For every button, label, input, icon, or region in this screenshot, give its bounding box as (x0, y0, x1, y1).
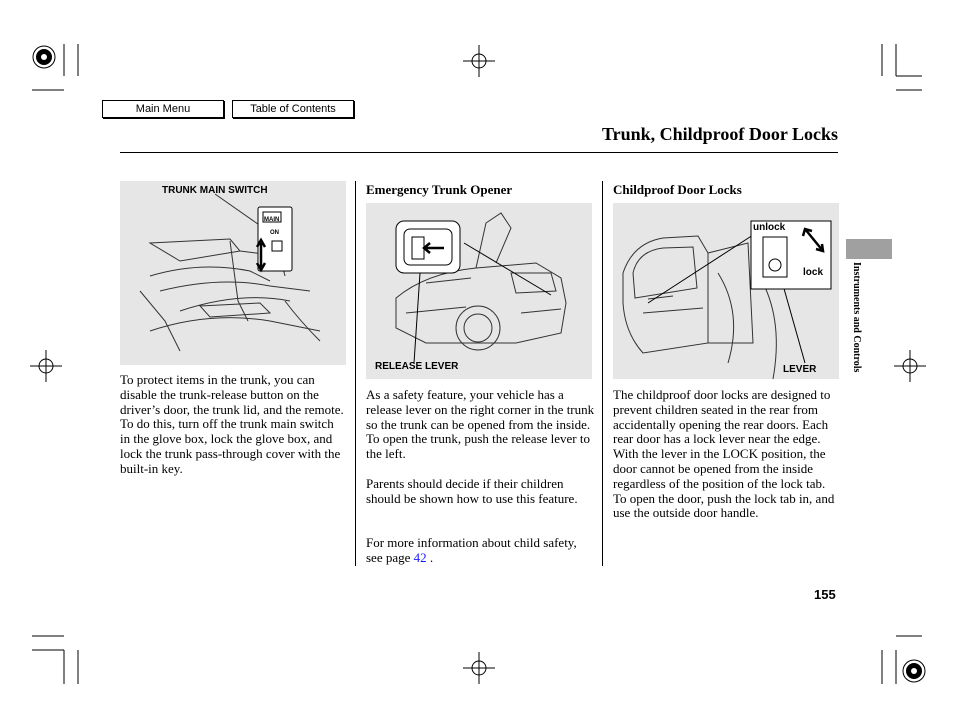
trunk-main-switch-label: TRUNK MAIN SWITCH (162, 185, 268, 196)
trunk-main-switch-illustration (120, 181, 346, 365)
main-menu-button[interactable]: Main Menu (102, 100, 224, 118)
table-of-contents-button[interactable]: Table of Contents (232, 100, 354, 118)
page-title: Trunk, Childproof Door Locks (601, 124, 838, 144)
lock-label: lock (803, 267, 824, 278)
section-tab (846, 239, 892, 259)
childproof-door-locks-heading: Childproof Door Locks (613, 182, 742, 197)
emergency-trunk-opener-heading: Emergency Trunk Opener (366, 182, 513, 197)
column-divider-1 (355, 181, 356, 566)
trunk-paragraph: To protect items in the trunk, you can disable the trunk-release button on the driver’s door, the trunk lid, and the remote. To do this, turn off the trunk main switch in the glove box, lock the glove box, and lock the trunk pass-through cover with the built-in key. (120, 372, 344, 476)
glove-box-drawing (120, 181, 346, 365)
more-info-end: . (426, 549, 434, 565)
column-divider-2 (602, 181, 603, 566)
childproof-paragraph: The childproof door locks are designed to prevent children seated in the rear from accidentally opening the rear doors. Each rear door has a lock lever near the edge. With the lever in the LOCK position, the door cannot be opened from the inside regardless of the position of the lock tab. To open the door, push the lock tab in, and use the outside door handle. (613, 387, 835, 521)
parents-paragraph: Parents should decide if their children should be shown how to use this feature. (366, 476, 578, 506)
safety-feature-paragraph: As a safety feature, your vehicle has a release lever on the right corner in the trunk so the trunk can be opened from the inside. To open the trunk, push the release lever to the left. (366, 387, 595, 462)
childproof-lock-illustration (613, 203, 839, 379)
release-lever-illustration (366, 203, 592, 379)
unlock-label: unlock (753, 222, 786, 233)
release-lever-label: RELEASE LEVER (375, 361, 459, 372)
section-tab-label: Instruments and Controls (851, 262, 862, 373)
car-trunk-drawing (366, 203, 592, 379)
switch-main-text: MAIN (264, 217, 280, 223)
switch-on-text: ON (270, 230, 279, 236)
page-number: 155 (814, 587, 836, 602)
page-42-link[interactable]: 42 (413, 549, 427, 565)
more-info-text: For more information about child safety, see page (366, 535, 577, 565)
more-info-paragraph (366, 536, 596, 566)
title-rule (120, 152, 838, 153)
lever-label: LEVER (783, 364, 817, 375)
rear-door-drawing (613, 203, 839, 379)
